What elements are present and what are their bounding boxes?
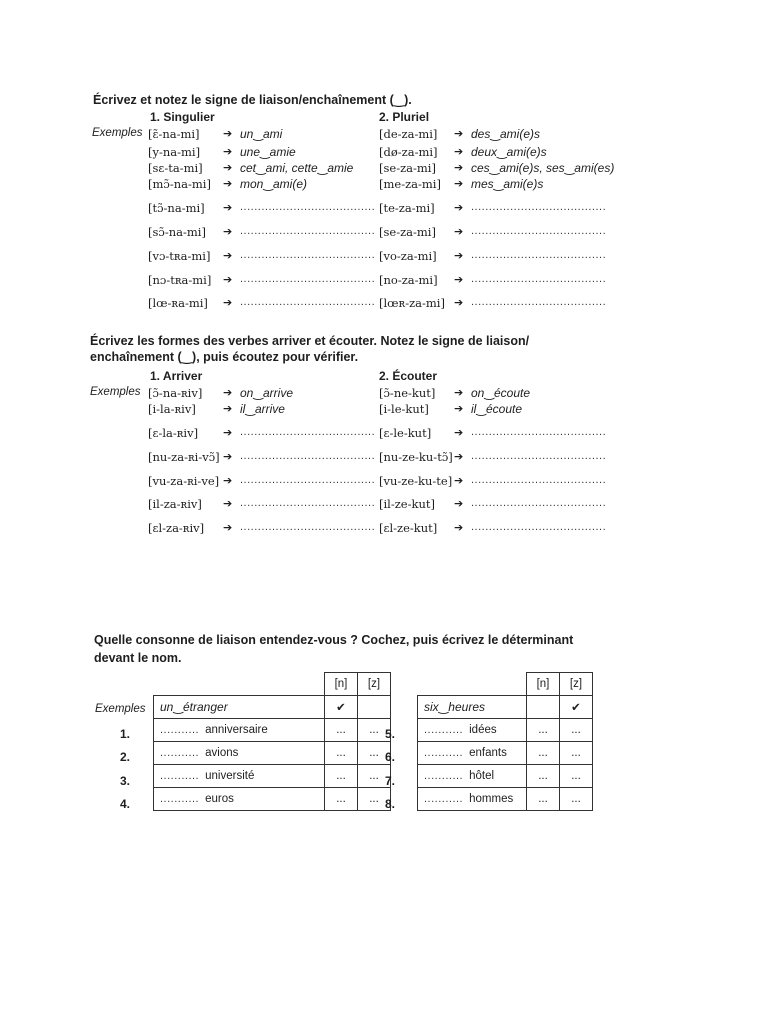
answer-blank[interactable]: ...................................... [471, 521, 607, 533]
determinant-blank[interactable]: ........... [160, 724, 200, 736]
arrow-right-icon: ➔ [223, 202, 233, 214]
arrow-right-icon: ➔ [454, 522, 464, 534]
arrow-right-icon: ➔ [454, 274, 464, 286]
arrow-right-icon: ➔ [223, 522, 233, 534]
phonetic-transcription: [il-ze-kut] [379, 497, 435, 511]
table-row [418, 742, 593, 765]
answer-blank[interactable]: ...................................... [240, 225, 376, 237]
determinant-cell[interactable] [154, 765, 325, 788]
arrow-right-icon: ➔ [223, 427, 233, 439]
checkbox-cell-z[interactable]: ... [560, 719, 593, 742]
arrow-right-icon: ➔ [223, 128, 233, 140]
checkbox-cell-z[interactable]: ... [560, 765, 593, 788]
noun-word: euros [205, 793, 234, 805]
checkbox-cell-n[interactable]: ... [325, 742, 358, 765]
column-n-header: [n] [325, 673, 358, 696]
phonetic-transcription: [vo-za-mi] [379, 249, 437, 263]
phonetic-transcription: [sɔ̃-na-mi] [148, 225, 206, 239]
column-z-header: [z] [560, 673, 593, 696]
table-row [418, 765, 593, 788]
arrow-right-icon: ➔ [223, 451, 233, 463]
answer-blank[interactable]: ...................................... [471, 450, 607, 462]
table-row [154, 765, 391, 788]
determinant-cell[interactable] [418, 765, 527, 788]
determinant-blank[interactable]: ........... [160, 793, 200, 805]
checkbox-cell-n[interactable]: ... [527, 788, 560, 811]
empty-cell [527, 696, 560, 719]
arrow-right-icon: ➔ [454, 498, 464, 510]
phonetic-transcription: [dø-za-mi] [379, 145, 438, 159]
arrow-right-icon: ➔ [223, 274, 233, 286]
exercise1-instruction: Écrivez et notez le signe de liaison/enchaînement (‿). [93, 93, 412, 107]
item-number: 3. [120, 774, 131, 788]
example-answer: il‿écoute [471, 402, 523, 416]
exercise1-heading-singular: 1. Singulier [150, 110, 215, 124]
example-answer: mes‿ami(e)s [471, 177, 544, 191]
checkbox-cell-n[interactable]: ... [527, 742, 560, 765]
exercise2-examples-label: Exemples [90, 386, 141, 398]
answer-blank[interactable]: ...................................... [471, 201, 607, 213]
phonetic-transcription: [de-za-mi] [379, 127, 438, 141]
determinant-blank[interactable]: ........... [424, 793, 464, 805]
arrow-right-icon: ➔ [223, 297, 233, 309]
table-row [154, 788, 391, 811]
phonetic-transcription: [ɛ-le-kut] [379, 426, 432, 440]
arrow-right-icon: ➔ [223, 162, 233, 174]
phonetic-transcription: [nɔ-tʀa-mi] [148, 273, 212, 287]
example-answer: des‿ami(e)s [471, 127, 540, 141]
example-word: six‿heures [424, 700, 486, 714]
checkbox-cell-z[interactable]: ... [358, 788, 391, 811]
example-answer: on‿écoute [471, 386, 531, 400]
checkbox-cell-z[interactable]: ... [358, 765, 391, 788]
answer-blank[interactable]: ...................................... [240, 474, 376, 486]
determinant-blank[interactable]: ........... [160, 747, 200, 759]
phonetic-transcription: [ɛ-la-ʀiv] [148, 426, 199, 440]
example-answer: un‿ami [240, 127, 283, 141]
phonetic-transcription: [se-za-mi] [379, 161, 436, 175]
noun-word: idées [469, 724, 497, 736]
phonetic-transcription: [il-za-ʀiv] [148, 497, 202, 511]
answer-blank[interactable]: ...................................... [240, 273, 376, 285]
phonetic-transcription: [i-la-ʀiv] [148, 402, 196, 416]
phonetic-transcription: [nu-ze-ku-tɔ̃] [379, 450, 453, 464]
exercise3-right-table [417, 672, 593, 811]
example-answer: cet‿ami, cette‿amie [240, 161, 354, 175]
table-row [418, 788, 593, 811]
arrow-right-icon: ➔ [454, 250, 464, 262]
phonetic-transcription: [ɛl-ze-kut] [379, 521, 438, 535]
answer-blank[interactable]: ...................................... [471, 296, 607, 308]
noun-word: hommes [469, 793, 514, 805]
example-row [418, 696, 593, 719]
determinant-blank[interactable]: ........... [424, 747, 464, 759]
phonetic-transcription: [ɛ̃-na-mi] [148, 127, 200, 141]
example-row [154, 696, 391, 719]
exercise2-instruction-line1: Écrivez les formes des verbes arriver et écouter. Notez le signe de liaison/ [90, 334, 530, 348]
checkbox-cell-z[interactable]: ... [358, 719, 391, 742]
column-n-header: [n] [527, 673, 560, 696]
phonetic-transcription: [ɔ̃-na-ʀiv] [148, 386, 203, 400]
noun-word: hôtel [469, 770, 495, 782]
exercise2-heading-ecouter: 2. Écouter [379, 369, 438, 383]
arrow-right-icon: ➔ [223, 403, 233, 415]
exercise1-examples-label: Exemples [92, 127, 143, 139]
determinant-blank[interactable]: ........... [424, 770, 464, 782]
checkmark-icon: ✔ [560, 696, 593, 719]
arrow-right-icon: ➔ [454, 202, 464, 214]
answer-blank[interactable]: ...................................... [240, 249, 376, 261]
determinant-blank[interactable]: ........... [160, 770, 200, 782]
arrow-right-icon: ➔ [454, 146, 464, 158]
phonetic-transcription: [y-na-mi] [148, 145, 201, 159]
answer-blank[interactable]: ...................................... [240, 201, 376, 213]
answer-blank[interactable]: ...................................... [471, 474, 607, 486]
checkmark-icon: ✔ [325, 696, 358, 719]
determinant-cell[interactable] [154, 719, 325, 742]
determinant-cell[interactable] [154, 742, 325, 765]
checkbox-cell-n[interactable]: ... [325, 765, 358, 788]
phonetic-transcription: [ɛl-za-ʀiv] [148, 521, 205, 535]
exercise3-examples-label: Exemples [95, 703, 146, 715]
arrow-right-icon: ➔ [454, 297, 464, 309]
empty-cell [358, 696, 391, 719]
determinant-blank[interactable]: ........... [424, 724, 464, 736]
item-number: 2. [120, 750, 131, 764]
arrow-right-icon: ➔ [454, 226, 464, 238]
arrow-right-icon: ➔ [223, 498, 233, 510]
answer-blank[interactable]: ...................................... [240, 296, 376, 308]
determinant-cell[interactable] [418, 742, 527, 765]
phonetic-transcription: [tɔ̃-na-mi] [148, 201, 205, 215]
noun-word: université [205, 770, 255, 782]
answer-blank[interactable]: ...................................... [471, 426, 607, 438]
arrow-right-icon: ➔ [223, 178, 233, 190]
arrow-right-icon: ➔ [223, 475, 233, 487]
answer-blank[interactable]: ...................................... [471, 273, 607, 285]
exercise3-left-table [153, 672, 391, 811]
noun-word: anniversaire [205, 724, 268, 736]
checkbox-cell-n[interactable]: ... [527, 765, 560, 788]
answer-blank[interactable]: ...................................... [240, 521, 376, 533]
answer-blank[interactable]: ...................................... [471, 497, 607, 509]
exercise2-heading-arriver: 1. Arriver [150, 369, 203, 383]
arrow-right-icon: ➔ [223, 387, 233, 399]
determinant-cell[interactable] [418, 719, 527, 742]
phonetic-transcription: [vu-za-ʀi-ve] [148, 474, 220, 488]
arrow-right-icon: ➔ [223, 250, 233, 262]
answer-blank[interactable]: ...................................... [240, 497, 376, 509]
arrow-right-icon: ➔ [454, 162, 464, 174]
exercise3-instruction-line1: Quelle consonne de liaison entendez-vous ? Cochez, puis écrivez le déterminant [94, 633, 574, 647]
exercise1-heading-plural: 2. Pluriel [379, 110, 430, 124]
column-z-header: [z] [358, 673, 391, 696]
item-number: 8. [385, 797, 396, 811]
checkbox-cell-z[interactable]: ... [358, 742, 391, 765]
phonetic-transcription: [lœʀ-za-mi] [379, 296, 445, 310]
checkbox-cell-z[interactable]: ... [560, 788, 593, 811]
phonetic-transcription: [te-za-mi] [379, 201, 435, 215]
arrow-right-icon: ➔ [223, 146, 233, 158]
item-number: 4. [120, 797, 131, 811]
answer-blank[interactable]: ...................................... [240, 450, 376, 462]
checkbox-cell-n[interactable]: ... [325, 719, 358, 742]
table-row [154, 719, 391, 742]
arrow-right-icon: ➔ [454, 451, 464, 463]
checkbox-cell-z[interactable]: ... [560, 742, 593, 765]
example-answer: une‿amie [240, 145, 296, 159]
arrow-right-icon: ➔ [454, 178, 464, 190]
phonetic-transcription: [me-za-mi] [379, 177, 441, 191]
item-number: 1. [120, 727, 131, 741]
determinant-cell[interactable] [418, 788, 527, 811]
phonetic-transcription: [nu-za-ʀi-vɔ̃] [148, 450, 220, 464]
answer-blank[interactable]: ...................................... [471, 249, 607, 261]
noun-word: avions [205, 747, 239, 759]
exercise2-instruction-line2: enchaînement (‿), puis écoutez pour vérifier. [90, 350, 359, 364]
phonetic-transcription: [no-za-mi] [379, 273, 438, 287]
exercise3-instruction-line2: devant le nom. [94, 651, 182, 665]
phonetic-transcription: [ɔ̃-ne-kut] [379, 386, 436, 400]
example-answer: mon‿ami(e) [240, 177, 307, 191]
phonetic-transcription: [i-le-kut] [379, 402, 429, 416]
phonetic-transcription: [lœ-ʀa-mi] [148, 296, 208, 310]
item-number: 5. [385, 727, 396, 741]
phonetic-transcription: [mɔ̃-na-mi] [148, 177, 211, 191]
arrow-right-icon: ➔ [454, 475, 464, 487]
table-row [154, 742, 391, 765]
phonetic-transcription: [se-za-mi] [379, 225, 436, 239]
example-word: un‿étranger [160, 700, 228, 714]
phonetic-transcription: [vu-ze-ku-te] [379, 474, 453, 488]
determinant-cell[interactable] [154, 788, 325, 811]
arrow-right-icon: ➔ [223, 226, 233, 238]
answer-blank[interactable]: ...................................... [240, 426, 376, 438]
table-row [418, 719, 593, 742]
arrow-right-icon: ➔ [454, 403, 464, 415]
checkbox-cell-n[interactable]: ... [527, 719, 560, 742]
phonetic-transcription: [sɛ-ta-mi] [148, 161, 203, 175]
item-number: 6. [385, 750, 396, 764]
arrow-right-icon: ➔ [454, 387, 464, 399]
checkbox-cell-n[interactable]: ... [325, 788, 358, 811]
phonetic-transcription: [vɔ-tʀa-mi] [148, 249, 211, 263]
item-number: 7. [385, 774, 396, 788]
noun-word: enfants [469, 747, 507, 759]
answer-blank[interactable]: ...................................... [471, 225, 607, 237]
example-answer: on‿arrive [240, 386, 293, 400]
arrow-right-icon: ➔ [454, 427, 464, 439]
example-answer: deux‿ami(e)s [471, 145, 547, 159]
example-answer: il‿arrive [240, 402, 285, 416]
example-answer: ces‿ami(e)s, ses‿ami(es) [471, 161, 615, 175]
arrow-right-icon: ➔ [454, 128, 464, 140]
